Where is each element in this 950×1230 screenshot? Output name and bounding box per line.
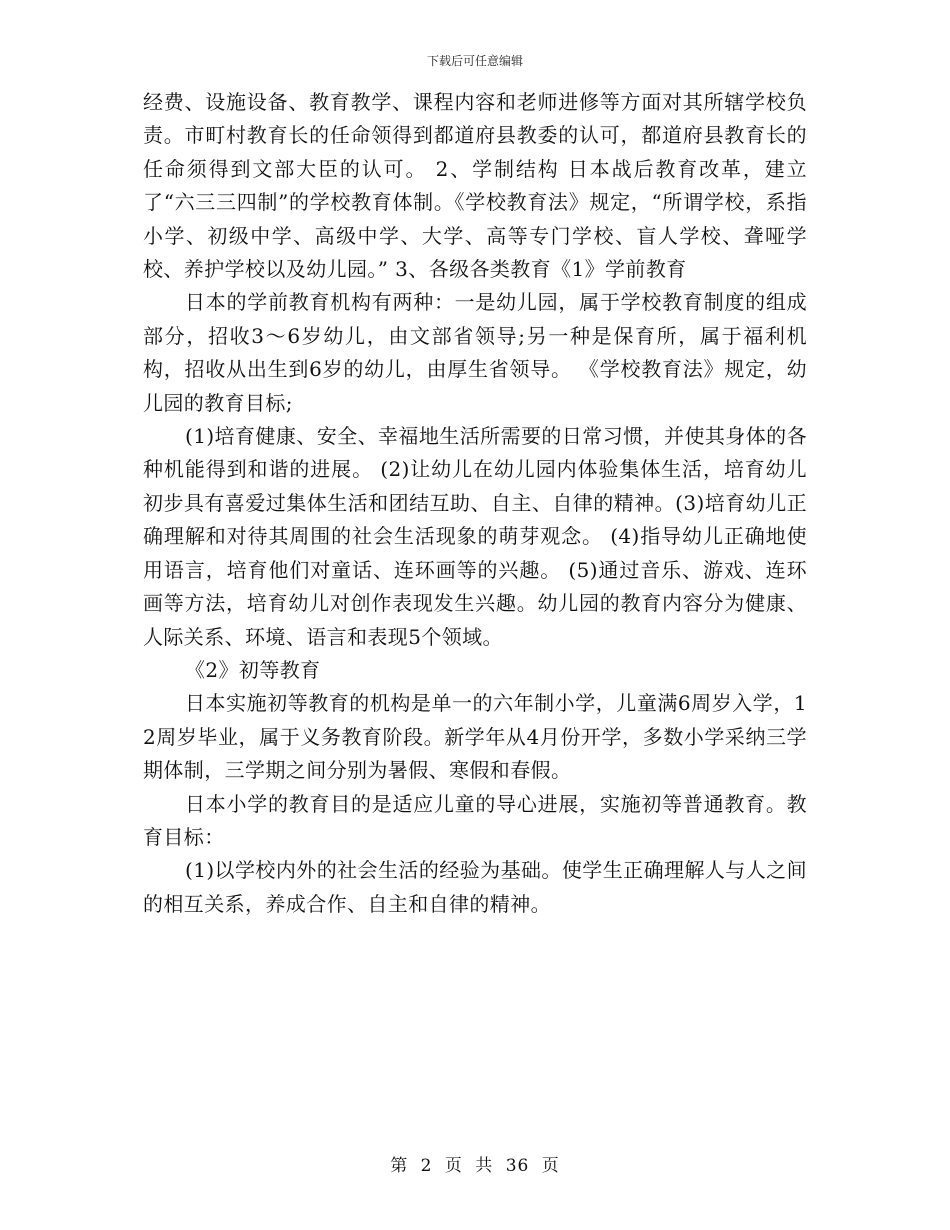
paragraph-2: 日本的学前教育机构有两种：一是幼儿园，属于学校教育制度的组成部分，招收3～6岁幼儿，由文部省领导;另一种是保育所，属于福利机构，招收从出生到6岁的幼儿，由厚生省领导。 《学校教育法》规定，幼儿园的教育目标; <box>143 290 807 415</box>
paragraph-5: 日本小学的教育目的是适应儿童的导心进展，实施初等普通教育。教育目标： <box>143 791 807 849</box>
page-number-footer: 第 2 页 共 36 页 <box>390 1156 560 1176</box>
section-heading-primary-education: 《2》初等教育 <box>185 657 321 682</box>
paragraph-1: 经费、设施设备、教育教学、课程内容和老师进修等方面对其所辖学校负责。市町村教育长的任命领得到都道府县教委的认可，都道府县教育长的任命须得到文部大臣的认可。 2、学制结构 日本战后教育改革，建立了“六三三四制”的学校教育体制。《学校教育法》规定，“所谓学校，系指小学、初级中学、高级中学、大学、高等专门学校、盲人学校、聋哑学校、养护学校以及幼儿园。” 3、各级各类教育《1》学前教育 <box>143 90 807 282</box>
paragraph-3: (1)培育健康、安全、幸福地生活所需要的日常习惯，并使其身体的各种机能得到和谐的进展。 (2)让幼儿在幼儿园内体验集体生活，培育幼儿初步具有喜爱过集体生活和团结互助、自主、自律的精神。(3)培育幼儿正确理解和对待其周围的社会生活现象的萌芽观念。 (4)指导幼儿正确地使用语言，培育他们对童话、连环画等的兴趣。 (5)通过音乐、游戏、连环画等方法，培育幼儿对创作表现发生兴趣。幼儿园的教育内容分为健康、人际关系、环境、语言和表现5个领域。 <box>143 424 807 649</box>
paragraph-6: (1)以学校内外的社会生活的经验为基础。使学生正确理解人与人之间的相互关系，养成合作、自主和自律的精神。 <box>143 858 807 916</box>
page-header: 下载后可任意编辑 <box>426 54 523 68</box>
paragraph-4: 日本实施初等教育的机构是单一的六年制小学，儿童满6周岁入学，12周岁毕业，属于义务教育阶段。新学年从4月份开学，多数小学采纳三学期体制，三学期之间分别为暑假、寒假和春假。 <box>143 691 807 783</box>
document-body <box>143 86 807 921</box>
